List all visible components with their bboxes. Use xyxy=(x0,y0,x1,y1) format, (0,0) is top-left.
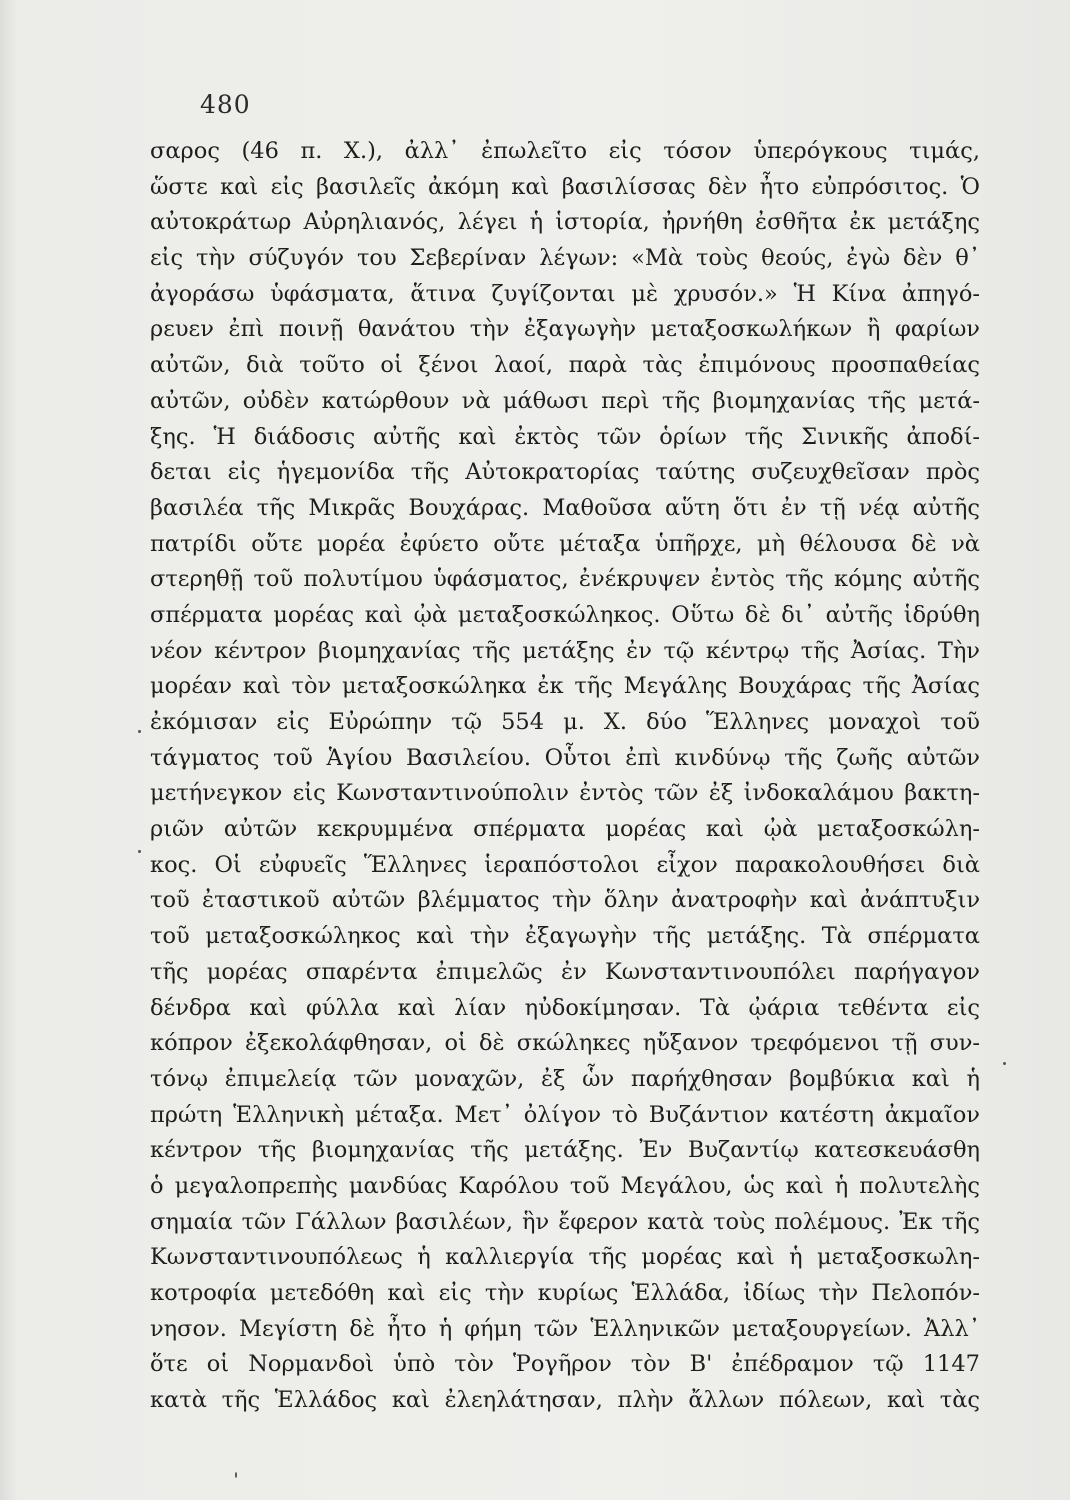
text-line: δεται εἰς ἡγεμονίδα τῆς Αὐτοκρατορίας ταύτης συζευχθεῖσαν πρὸς xyxy=(150,459,980,486)
text-line: τοῦ μεταξοσκώληκος καὶ τὴν ἐξαγωγὴν τῆς μετάξης. Τὰ σπέρματα xyxy=(150,923,980,950)
text-line: αὐτῶν, διὰ τοῦτο οἱ ξένοι λαοί, παρὰ τὰς ἐπιμόνους προσπαθείας xyxy=(150,352,980,379)
text-line: ρευεν ἐπὶ ποινῇ θανάτου τὴν ἐξαγωγὴν μεταξοσκωλήκων ἢ φαρίων xyxy=(150,316,980,343)
text-line: τῆς μορέας σπαρέντα ἐπιμελῶς ἐν Κωνσταντινουπόλει παρήγαγον xyxy=(150,958,980,985)
print-speck xyxy=(235,1472,237,1478)
print-speck xyxy=(1003,1062,1006,1065)
text-line: ριῶν αὐτῶν κεκρυμμένα σπέρματα μορέας καὶ ᾠὰ μεταξοσκώλη- xyxy=(150,816,980,843)
text-line: νησον. Μεγίστη δὲ ἦτο ἡ φήμη τῶν Ἑλληνικῶν μεταξουργείων. Ἀλλ᾽ xyxy=(150,1315,980,1342)
text-line: αὐτῶν, οὐδὲν κατώρθουν νὰ μάθωσι περὶ τῆς βιομηχανίας τῆς μετά- xyxy=(150,387,980,414)
body-text xyxy=(150,134,980,1419)
print-speck xyxy=(138,730,141,733)
text-line: κος. Οἱ εὐφυεῖς Ἕλληνες ἱεραπόστολοι εἶχον παρακολουθήσει διὰ xyxy=(150,851,980,878)
text-line: ἐκόμισαν εἰς Εὐρώπην τῷ 554 μ. Χ. δύο Ἕλληνες μοναχοὶ τοῦ xyxy=(150,709,980,735)
text-line: ὅτε οἱ Νορμανδοὶ ὑπὸ τὸν Ῥογῆρον τὸν Β' ἐπέδραμον τῷ 1147 xyxy=(150,1351,980,1378)
text-line: ὥστε καὶ εἰς βασιλεῖς ἀκόμη καὶ βασιλίσσας δὲν ἦτο εὐπρόσιτος. Ὁ xyxy=(150,173,980,200)
text-line: εἰς τὴν σύζυγόν του Σεβερίναν λέγων: «Μὰ τοὺς θεούς, ἐγὼ δὲν θ᾽ xyxy=(150,245,980,272)
text-line: πρώτη Ἑλληνικὴ μέταξα. Μετ᾽ ὀλίγον τὸ Βυζάντιον κατέστη ἀκμαῖον xyxy=(150,1101,980,1128)
text-line: ξης. Ἡ διάδοσις αὐτῆς καὶ ἐκτὸς τῶν ὁρίων τῆς Σινικῆς ἀποδί- xyxy=(150,423,980,450)
text-line: τόνῳ ἐπιμελείᾳ τῶν μοναχῶν, ἐξ ὧν παρήχθησαν βομβύκια καὶ ἡ xyxy=(150,1065,980,1092)
text-line: σημαία τῶν Γάλλων βασιλέων, ἣν ἔφερον κατὰ τοὺς πολέμους. Ἐκ τῆς xyxy=(150,1208,980,1235)
text-line: νέον κέντρον βιομηχανίας τῆς μετάξης ἐν τῷ κέντρῳ τῆς Ἀσίας. Τὴν xyxy=(150,637,980,664)
print-speck xyxy=(138,850,141,853)
page-number: 480 xyxy=(200,90,251,119)
text-line: τοῦ ἐταστικοῦ αὐτῶν βλέμματος τὴν ὅλην ἀνατροφὴν καὶ ἀνάπτυξιν xyxy=(150,887,980,914)
text-line: κοτροφία μετεδόθη καὶ εἰς τὴν κυρίως Ἑλλάδα, ἰδίως τὴν Πελοπόν- xyxy=(150,1280,980,1306)
text-line: πατρίδι οὔτε μορέα ἐφύετο οὔτε μέταξα ὑπῆρχε, μὴ θέλουσα δὲ νὰ xyxy=(150,530,980,557)
text-line: κόπρον ἐξεκολάφθησαν, οἱ δὲ σκώληκες ηὔξανον τρεφόμενοι τῇ συν- xyxy=(150,1030,980,1057)
text-line: μορέαν καὶ τὸν μεταξοσκώληκα ἐκ τῆς Μεγάλης Βουχάρας τῆς Ἀσίας xyxy=(150,673,980,700)
text-line: κατὰ τῆς Ἑλλάδος καὶ ἐλεηλάτησαν, πλὴν ἄλλων πόλεων, καὶ τὰς xyxy=(150,1387,980,1414)
text-line: δένδρα καὶ φύλλα καὶ λίαν ηὐδοκίμησαν. Τὰ ᾠάρια τεθέντα εἰς xyxy=(150,994,980,1021)
text-line: Κωνσταντινουπόλεως ἡ καλλιεργία τῆς μορέας καὶ ἡ μεταξοσκωλη- xyxy=(150,1244,980,1271)
text-line: κέντρον τῆς βιομηχανίας τῆς μετάξης. Ἐν Βυζαντίῳ κατεσκευάσθη xyxy=(150,1137,980,1164)
text-line: αὐτοκράτωρ Αὐρηλιανός, λέγει ἡ ἱστορία, ἠρνήθη ἐσθῆτα ἐκ μετάξης xyxy=(150,209,980,236)
text-line: σπέρματα μορέας καὶ ᾠὰ μεταξοσκώληκος. Οὕτω δὲ δι᾽ αὐτῆς ἱδρύθη xyxy=(150,601,980,628)
text-line: βασιλέα τῆς Μικρᾶς Βουχάρας. Μαθοῦσα αὕτη ὅτι ἐν τῇ νέᾳ αὐτῆς xyxy=(150,494,980,521)
text-line: τάγματος τοῦ Ἁγίου Βασιλείου. Οὗτοι ἐπὶ κινδύνῳ τῆς ζωῆς αὐτῶν xyxy=(150,744,980,771)
text-line: ἀγοράσω ὑφάσματα, ἅτινα ζυγίζονται μὲ χρυσόν.» Ἡ Κίνα ἀπηγό- xyxy=(150,280,980,307)
text-line: σαρος (46 π. Χ.), ἀλλ᾽ ἐπωλεῖτο εἰς τόσον ὑπερόγκους τιμάς, xyxy=(150,138,980,164)
text-line: μετήνεγκον εἰς Κωνσταντινούπολιν ἐντὸς τῶν ἐξ ἰνδοκαλάμου βακτη- xyxy=(150,780,980,807)
text-line: ὁ μεγαλοπρεπὴς μανδύας Καρόλου τοῦ Μεγάλου, ὡς καὶ ἡ πολυτελὴς xyxy=(150,1172,980,1199)
text-line: στερηθῇ τοῦ πολυτίμου ὑφάσματος, ἐνέκρυψεν ἐντὸς τῆς κόμης αὐτῆς xyxy=(150,566,980,593)
